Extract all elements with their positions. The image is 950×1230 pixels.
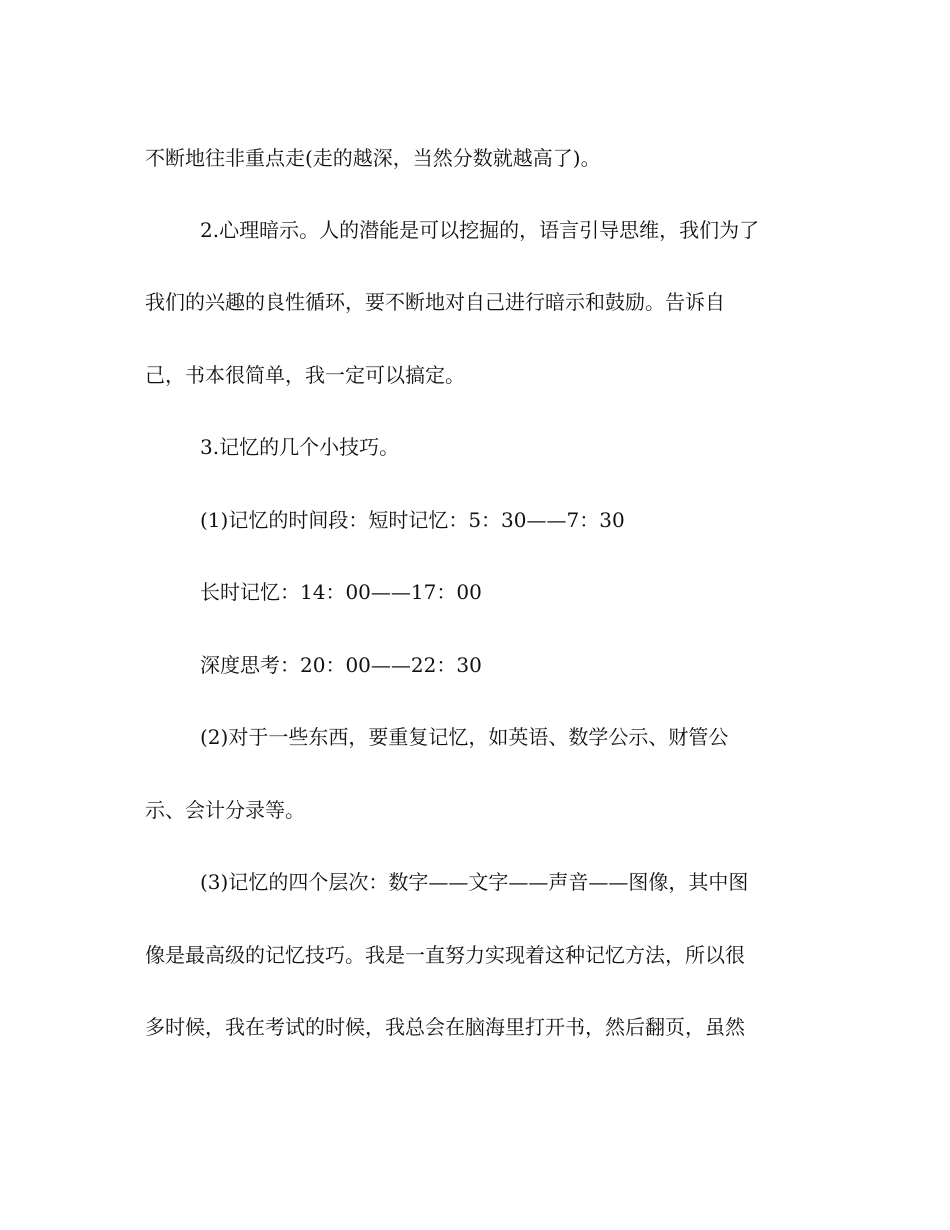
text-line: (3)记忆的四个层次：数字——文字——声音——图像，其中图 — [200, 870, 749, 894]
text-line: 深度思考：20：00——22：30 — [200, 653, 482, 677]
text-line: (2)对于一些东西，要重复记忆，如英语、数学公示、财管公 — [200, 725, 729, 749]
text-line: 3.记忆的几个小技巧。 — [200, 435, 400, 459]
text-line: 我们的兴趣的良性循环，要不断地对自己进行暗示和鼓励。告诉自 — [145, 290, 725, 314]
text-line: 己，书本很简单，我一定可以搞定。 — [145, 363, 465, 387]
text-line: 示、会计分录等。 — [145, 798, 305, 822]
text-line: 像是最高级的记忆技巧。我是一直努力实现着这种记忆方法，所以很 — [145, 943, 745, 967]
text-line: 2.心理暗示。人的潜能是可以挖掘的，语言引导思维，我们为了 — [200, 218, 760, 242]
text-line: (1)记忆的时间段：短时记忆：5：30——7：30 — [200, 508, 625, 532]
text-line: 长时记忆：14：00——17：00 — [200, 580, 482, 604]
text-line: 不断地往非重点走(走的越深，当然分数就越高了)。 — [145, 146, 601, 170]
text-line: 多时候，我在考试的时候，我总会在脑海里打开书，然后翻页，虽然 — [145, 1015, 745, 1039]
